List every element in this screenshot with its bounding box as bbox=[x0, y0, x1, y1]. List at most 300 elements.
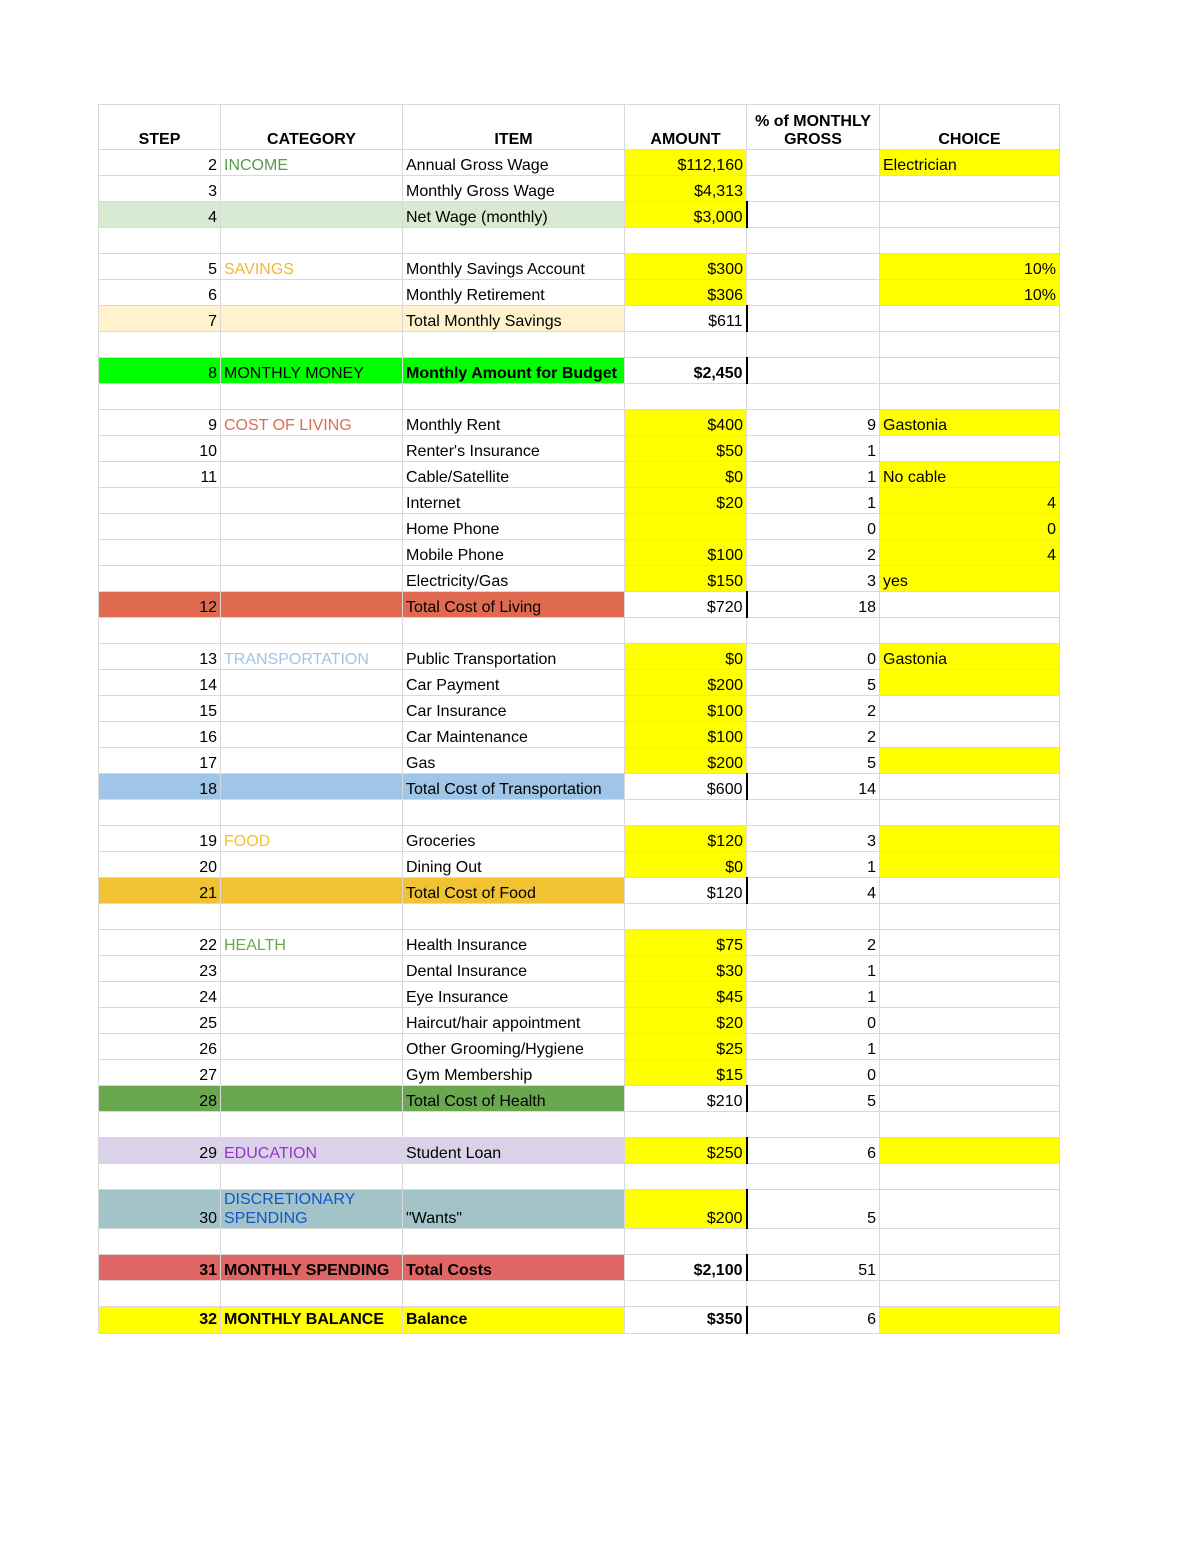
cell-category[interactable] bbox=[221, 774, 403, 800]
cell-item[interactable]: Mobile Phone bbox=[403, 540, 625, 566]
cell-amount[interactable]: $2,100 bbox=[625, 1255, 747, 1281]
cell-step[interactable]: 26 bbox=[99, 1034, 221, 1060]
cell-pct[interactable] bbox=[747, 904, 880, 930]
cell-category[interactable] bbox=[221, 956, 403, 982]
cell-amount[interactable]: $20 bbox=[625, 488, 747, 514]
cell-pct[interactable]: 5 bbox=[747, 670, 880, 696]
cell-item[interactable] bbox=[403, 332, 625, 358]
cell-amount[interactable]: $611 bbox=[625, 306, 747, 332]
cell-step[interactable]: 4 bbox=[99, 202, 221, 228]
cell-step[interactable]: 24 bbox=[99, 982, 221, 1008]
cell-amount[interactable]: $20 bbox=[625, 1008, 747, 1034]
cell-choice[interactable] bbox=[880, 332, 1060, 358]
cell-category[interactable] bbox=[221, 904, 403, 930]
cell-step[interactable] bbox=[99, 1281, 221, 1307]
cell-amount[interactable]: $720 bbox=[625, 592, 747, 618]
cell-pct[interactable]: 0 bbox=[747, 644, 880, 670]
cell-step[interactable]: 25 bbox=[99, 1008, 221, 1034]
cell-item[interactable]: Total Cost of Food bbox=[403, 878, 625, 904]
cell-step[interactable]: 20 bbox=[99, 852, 221, 878]
cell-item[interactable]: Monthly Savings Account bbox=[403, 254, 625, 280]
cell-choice[interactable] bbox=[880, 1190, 1060, 1229]
cell-choice[interactable] bbox=[880, 982, 1060, 1008]
cell-choice[interactable] bbox=[880, 852, 1060, 878]
cell-choice[interactable] bbox=[880, 1060, 1060, 1086]
cell-amount[interactable]: $25 bbox=[625, 1034, 747, 1060]
cell-amount[interactable] bbox=[625, 514, 747, 540]
cell-pct[interactable]: 6 bbox=[747, 1138, 880, 1164]
cell-category[interactable] bbox=[221, 1086, 403, 1112]
cell-pct[interactable] bbox=[747, 800, 880, 826]
cell-item[interactable] bbox=[403, 1112, 625, 1138]
cell-item[interactable]: Monthly Gross Wage bbox=[403, 176, 625, 202]
cell-step[interactable]: 31 bbox=[99, 1255, 221, 1281]
cell-step[interactable]: 22 bbox=[99, 930, 221, 956]
cell-step[interactable]: 28 bbox=[99, 1086, 221, 1112]
cell-pct[interactable]: 1 bbox=[747, 1034, 880, 1060]
cell-choice[interactable] bbox=[880, 228, 1060, 254]
cell-item[interactable]: Annual Gross Wage bbox=[403, 150, 625, 176]
cell-amount[interactable]: $2,450 bbox=[625, 358, 747, 384]
cell-step[interactable] bbox=[99, 1164, 221, 1190]
cell-choice[interactable]: Gastonia bbox=[880, 644, 1060, 670]
cell-amount[interactable]: $120 bbox=[625, 878, 747, 904]
cell-category[interactable]: FOOD bbox=[221, 826, 403, 852]
cell-amount[interactable]: $50 bbox=[625, 436, 747, 462]
header-item[interactable]: ITEM bbox=[403, 105, 625, 150]
cell-pct[interactable]: 5 bbox=[747, 748, 880, 774]
cell-pct[interactable]: 0 bbox=[747, 1008, 880, 1034]
cell-item[interactable] bbox=[403, 1164, 625, 1190]
cell-item[interactable]: Dental Insurance bbox=[403, 956, 625, 982]
table-row bbox=[99, 514, 1060, 540]
cell-amount[interactable]: $150 bbox=[625, 566, 747, 592]
cell-pct[interactable] bbox=[747, 254, 880, 280]
cell-choice[interactable] bbox=[880, 358, 1060, 384]
cell-item[interactable] bbox=[403, 1229, 625, 1255]
cell-step[interactable]: 29 bbox=[99, 1138, 221, 1164]
cell-choice[interactable] bbox=[880, 1307, 1060, 1334]
cell-item[interactable]: Eye Insurance bbox=[403, 982, 625, 1008]
cell-step[interactable] bbox=[99, 228, 221, 254]
cell-step[interactable] bbox=[99, 618, 221, 644]
cell-category[interactable]: SAVINGS bbox=[221, 254, 403, 280]
cell-choice[interactable]: Gastonia bbox=[880, 410, 1060, 436]
cell-choice[interactable] bbox=[880, 384, 1060, 410]
cell-choice[interactable] bbox=[880, 826, 1060, 852]
cell-item[interactable] bbox=[403, 904, 625, 930]
table-row bbox=[99, 956, 1060, 982]
cell-pct[interactable]: 4 bbox=[747, 878, 880, 904]
cell-step[interactable]: 5 bbox=[99, 254, 221, 280]
cell-step[interactable]: 13 bbox=[99, 644, 221, 670]
cell-choice[interactable] bbox=[880, 618, 1060, 644]
cell-pct[interactable]: 2 bbox=[747, 540, 880, 566]
cell-choice[interactable] bbox=[880, 1138, 1060, 1164]
cell-pct[interactable]: 5 bbox=[747, 1190, 880, 1229]
table-row bbox=[99, 722, 1060, 748]
cell-pct[interactable]: 51 bbox=[747, 1255, 880, 1281]
cell-category[interactable] bbox=[221, 462, 403, 488]
table-row bbox=[99, 826, 1060, 852]
cell-item[interactable]: Monthly Amount for Budget bbox=[403, 358, 625, 384]
cell-category[interactable] bbox=[221, 592, 403, 618]
cell-choice[interactable] bbox=[880, 930, 1060, 956]
cell-step[interactable] bbox=[99, 332, 221, 358]
table-row bbox=[99, 930, 1060, 956]
cell-choice[interactable] bbox=[880, 800, 1060, 826]
cell-choice[interactable] bbox=[880, 904, 1060, 930]
cell-category[interactable] bbox=[221, 1008, 403, 1034]
table-row bbox=[99, 1060, 1060, 1086]
cell-step[interactable] bbox=[99, 488, 221, 514]
cell-item[interactable]: Monthly Retirement bbox=[403, 280, 625, 306]
cell-choice[interactable]: 0 bbox=[880, 514, 1060, 540]
cell-amount[interactable]: $210 bbox=[625, 1086, 747, 1112]
cell-amount[interactable]: $120 bbox=[625, 826, 747, 852]
cell-pct[interactable] bbox=[747, 1229, 880, 1255]
cell-item[interactable]: Monthly Rent bbox=[403, 410, 625, 436]
cell-category[interactable] bbox=[221, 1034, 403, 1060]
cell-item[interactable]: Car Payment bbox=[403, 670, 625, 696]
table-row bbox=[99, 1008, 1060, 1034]
cell-item[interactable]: Electricity/Gas bbox=[403, 566, 625, 592]
cell-item[interactable]: Other Grooming/Hygiene bbox=[403, 1034, 625, 1060]
cell-step[interactable] bbox=[99, 566, 221, 592]
cell-choice[interactable] bbox=[880, 1229, 1060, 1255]
table-row bbox=[99, 1034, 1060, 1060]
cell-amount[interactable]: $15 bbox=[625, 1060, 747, 1086]
cell-step[interactable]: 11 bbox=[99, 462, 221, 488]
cell-pct[interactable] bbox=[747, 332, 880, 358]
cell-step[interactable]: 3 bbox=[99, 176, 221, 202]
cell-step[interactable]: 32 bbox=[99, 1307, 221, 1334]
cell-item[interactable] bbox=[403, 618, 625, 644]
cell-category[interactable] bbox=[221, 514, 403, 540]
table-row bbox=[99, 150, 1060, 176]
cell-step[interactable]: 8 bbox=[99, 358, 221, 384]
cell-amount[interactable] bbox=[625, 800, 747, 826]
cell-step[interactable]: 19 bbox=[99, 826, 221, 852]
cell-choice[interactable]: 4 bbox=[880, 488, 1060, 514]
cell-category[interactable] bbox=[221, 332, 403, 358]
header-amount[interactable]: AMOUNT bbox=[625, 105, 747, 150]
cell-category[interactable] bbox=[221, 436, 403, 462]
cell-choice[interactable] bbox=[880, 1112, 1060, 1138]
cell-amount[interactable]: $350 bbox=[625, 1307, 747, 1334]
cell-category[interactable]: MONTHLY SPENDING bbox=[221, 1255, 403, 1281]
cell-category[interactable] bbox=[221, 800, 403, 826]
cell-choice[interactable] bbox=[880, 1255, 1060, 1281]
cell-category[interactable]: HEALTH bbox=[221, 930, 403, 956]
cell-amount[interactable]: $0 bbox=[625, 852, 747, 878]
cell-step[interactable]: 10 bbox=[99, 436, 221, 462]
cell-category[interactable] bbox=[221, 384, 403, 410]
cell-step[interactable]: 17 bbox=[99, 748, 221, 774]
header-category[interactable]: CATEGORY bbox=[221, 105, 403, 150]
cell-amount[interactable]: $0 bbox=[625, 644, 747, 670]
cell-item[interactable]: Total Cost of Living bbox=[403, 592, 625, 618]
cell-amount[interactable]: $200 bbox=[625, 748, 747, 774]
cell-category[interactable]: MONTHLY BALANCE bbox=[221, 1307, 403, 1334]
cell-category[interactable] bbox=[221, 228, 403, 254]
cell-step[interactable]: 7 bbox=[99, 306, 221, 332]
header-pct[interactable]: % of MONTHLY GROSS bbox=[747, 105, 880, 150]
cell-pct[interactable] bbox=[747, 358, 880, 384]
cell-pct[interactable] bbox=[747, 384, 880, 410]
cell-pct[interactable]: 2 bbox=[747, 696, 880, 722]
cell-choice[interactable] bbox=[880, 306, 1060, 332]
cell-step[interactable]: 15 bbox=[99, 696, 221, 722]
cell-pct[interactable] bbox=[747, 228, 880, 254]
cell-item[interactable]: Car Insurance bbox=[403, 696, 625, 722]
cell-pct[interactable] bbox=[747, 1281, 880, 1307]
cell-amount[interactable]: $200 bbox=[625, 670, 747, 696]
cell-item[interactable]: Total Cost of Transportation bbox=[403, 774, 625, 800]
cell-amount[interactable]: $100 bbox=[625, 696, 747, 722]
cell-item[interactable]: Groceries bbox=[403, 826, 625, 852]
cell-choice[interactable] bbox=[880, 592, 1060, 618]
cell-category[interactable]: TRANSPORTATION bbox=[221, 644, 403, 670]
cell-item[interactable]: Total Cost of Health bbox=[403, 1086, 625, 1112]
cell-amount[interactable]: $45 bbox=[625, 982, 747, 1008]
cell-choice[interactable] bbox=[880, 956, 1060, 982]
cell-amount[interactable]: $250 bbox=[625, 1138, 747, 1164]
cell-pct[interactable]: 3 bbox=[747, 826, 880, 852]
cell-amount[interactable]: $30 bbox=[625, 956, 747, 982]
table-row bbox=[99, 436, 1060, 462]
cell-step[interactable]: 16 bbox=[99, 722, 221, 748]
cell-pct[interactable]: 1 bbox=[747, 982, 880, 1008]
cell-choice[interactable] bbox=[880, 748, 1060, 774]
table-row bbox=[99, 410, 1060, 436]
cell-step[interactable]: 27 bbox=[99, 1060, 221, 1086]
cell-item[interactable]: Gas bbox=[403, 748, 625, 774]
cell-amount[interactable]: $200 bbox=[625, 1190, 747, 1229]
cell-step[interactable]: 2 bbox=[99, 150, 221, 176]
cell-category[interactable] bbox=[221, 306, 403, 332]
cell-step[interactable]: 12 bbox=[99, 592, 221, 618]
cell-amount[interactable] bbox=[625, 1164, 747, 1190]
cell-amount[interactable] bbox=[625, 904, 747, 930]
cell-category[interactable] bbox=[221, 618, 403, 644]
cell-item[interactable]: Balance bbox=[403, 1307, 625, 1334]
cell-step[interactable]: 9 bbox=[99, 410, 221, 436]
cell-item[interactable] bbox=[403, 384, 625, 410]
spacer-row bbox=[99, 800, 1060, 826]
cell-category[interactable] bbox=[221, 1060, 403, 1086]
table-row bbox=[99, 254, 1060, 280]
header-step[interactable]: STEP bbox=[99, 105, 221, 150]
cell-choice[interactable]: yes bbox=[880, 566, 1060, 592]
cell-amount[interactable] bbox=[625, 618, 747, 644]
table-row bbox=[99, 176, 1060, 202]
cell-pct[interactable]: 1 bbox=[747, 436, 880, 462]
cell-pct[interactable]: 1 bbox=[747, 956, 880, 982]
cell-category[interactable] bbox=[221, 748, 403, 774]
cell-pct[interactable] bbox=[747, 280, 880, 306]
cell-amount[interactable]: $100 bbox=[625, 722, 747, 748]
cell-item[interactable]: Total Monthly Savings bbox=[403, 306, 625, 332]
cell-amount[interactable]: $100 bbox=[625, 540, 747, 566]
cell-category[interactable]: EDUCATION bbox=[221, 1138, 403, 1164]
cell-pct[interactable] bbox=[747, 1164, 880, 1190]
cell-item[interactable]: "Wants" bbox=[403, 1190, 625, 1229]
cell-step[interactable] bbox=[99, 1112, 221, 1138]
cell-item[interactable]: Health Insurance bbox=[403, 930, 625, 956]
cell-choice[interactable]: 4 bbox=[880, 540, 1060, 566]
cell-category[interactable] bbox=[221, 878, 403, 904]
cell-choice[interactable] bbox=[880, 696, 1060, 722]
cell-step[interactable] bbox=[99, 384, 221, 410]
cell-item[interactable]: Internet bbox=[403, 488, 625, 514]
cell-choice[interactable] bbox=[880, 176, 1060, 202]
cell-category[interactable] bbox=[221, 566, 403, 592]
cell-amount[interactable]: $4,313 bbox=[625, 176, 747, 202]
cell-amount[interactable] bbox=[625, 384, 747, 410]
spacer-row bbox=[99, 1229, 1060, 1255]
cell-pct[interactable] bbox=[747, 202, 880, 228]
table-row bbox=[99, 1190, 1060, 1229]
cell-pct[interactable] bbox=[747, 150, 880, 176]
cell-choice[interactable] bbox=[880, 670, 1060, 696]
cell-item[interactable]: Gym Membership bbox=[403, 1060, 625, 1086]
cell-amount[interactable]: $3,000 bbox=[625, 202, 747, 228]
cell-category[interactable] bbox=[221, 1281, 403, 1307]
cell-category[interactable] bbox=[221, 176, 403, 202]
cell-item[interactable]: Cable/Satellite bbox=[403, 462, 625, 488]
cell-choice[interactable]: Electrician bbox=[880, 150, 1060, 176]
cell-category[interactable] bbox=[221, 1112, 403, 1138]
cell-category[interactable] bbox=[221, 670, 403, 696]
cell-pct[interactable]: 0 bbox=[747, 514, 880, 540]
cell-pct[interactable]: 14 bbox=[747, 774, 880, 800]
cell-item[interactable] bbox=[403, 800, 625, 826]
cell-item[interactable]: Dining Out bbox=[403, 852, 625, 878]
cell-amount[interactable] bbox=[625, 228, 747, 254]
budget-spreadsheet bbox=[98, 104, 1060, 1334]
cell-choice[interactable] bbox=[880, 1008, 1060, 1034]
spacer-row bbox=[99, 1112, 1060, 1138]
cell-pct[interactable] bbox=[747, 618, 880, 644]
cell-item[interactable]: Renter's Insurance bbox=[403, 436, 625, 462]
cell-choice[interactable] bbox=[880, 722, 1060, 748]
cell-item[interactable]: Public Transportation bbox=[403, 644, 625, 670]
cell-category[interactable] bbox=[221, 202, 403, 228]
cell-category[interactable] bbox=[221, 722, 403, 748]
cell-amount[interactable]: $112,160 bbox=[625, 150, 747, 176]
cell-category[interactable] bbox=[221, 982, 403, 1008]
cell-item[interactable]: Home Phone bbox=[403, 514, 625, 540]
cell-amount[interactable] bbox=[625, 1281, 747, 1307]
cell-step[interactable]: 30 bbox=[99, 1190, 221, 1229]
cell-item[interactable] bbox=[403, 228, 625, 254]
table-row bbox=[99, 280, 1060, 306]
cell-category[interactable] bbox=[221, 540, 403, 566]
cell-amount[interactable] bbox=[625, 1112, 747, 1138]
cell-amount[interactable]: $306 bbox=[625, 280, 747, 306]
cell-item[interactable]: Car Maintenance bbox=[403, 722, 625, 748]
cell-choice[interactable] bbox=[880, 202, 1060, 228]
cell-pct[interactable]: 1 bbox=[747, 852, 880, 878]
cell-amount[interactable]: $600 bbox=[625, 774, 747, 800]
cell-pct[interactable]: 18 bbox=[747, 592, 880, 618]
cell-step[interactable] bbox=[99, 1229, 221, 1255]
cell-step[interactable] bbox=[99, 514, 221, 540]
cell-choice[interactable] bbox=[880, 1034, 1060, 1060]
cell-category[interactable]: DISCRETIONARY SPENDING bbox=[221, 1190, 403, 1229]
cell-amount[interactable] bbox=[625, 332, 747, 358]
cell-item[interactable] bbox=[403, 1281, 625, 1307]
table-row bbox=[99, 852, 1060, 878]
table-row bbox=[99, 566, 1060, 592]
cell-item[interactable]: Total Costs bbox=[403, 1255, 625, 1281]
cell-amount[interactable]: $0 bbox=[625, 462, 747, 488]
cell-step[interactable]: 14 bbox=[99, 670, 221, 696]
cell-choice[interactable] bbox=[880, 1164, 1060, 1190]
cell-pct[interactable]: 0 bbox=[747, 1060, 880, 1086]
cell-category[interactable] bbox=[221, 1164, 403, 1190]
cell-amount[interactable] bbox=[625, 1229, 747, 1255]
cell-pct[interactable]: 2 bbox=[747, 930, 880, 956]
cell-category[interactable]: MONTHLY MONEY bbox=[221, 358, 403, 384]
cell-choice[interactable] bbox=[880, 1281, 1060, 1307]
cell-item[interactable]: Net Wage (monthly) bbox=[403, 202, 625, 228]
cell-pct[interactable]: 9 bbox=[747, 410, 880, 436]
cell-pct[interactable]: 3 bbox=[747, 566, 880, 592]
cell-pct[interactable] bbox=[747, 176, 880, 202]
cell-choice[interactable]: 10% bbox=[880, 254, 1060, 280]
cell-category[interactable] bbox=[221, 696, 403, 722]
table-row bbox=[99, 488, 1060, 514]
cell-step[interactable] bbox=[99, 800, 221, 826]
cell-pct[interactable]: 6 bbox=[747, 1307, 880, 1334]
cell-category[interactable] bbox=[221, 280, 403, 306]
cell-pct[interactable]: 5 bbox=[747, 1086, 880, 1112]
cell-item[interactable]: Student Loan bbox=[403, 1138, 625, 1164]
cell-pct[interactable] bbox=[747, 1112, 880, 1138]
cell-step[interactable] bbox=[99, 904, 221, 930]
cell-category[interactable] bbox=[221, 1229, 403, 1255]
cell-choice[interactable] bbox=[880, 436, 1060, 462]
cell-step[interactable] bbox=[99, 540, 221, 566]
cell-step[interactable]: 6 bbox=[99, 280, 221, 306]
cell-pct[interactable]: 1 bbox=[747, 462, 880, 488]
table-row bbox=[99, 202, 1060, 228]
cell-item[interactable]: Haircut/hair appointment bbox=[403, 1008, 625, 1034]
cell-amount[interactable]: $400 bbox=[625, 410, 747, 436]
cell-choice[interactable]: 10% bbox=[880, 280, 1060, 306]
cell-step[interactable]: 23 bbox=[99, 956, 221, 982]
cell-category[interactable] bbox=[221, 852, 403, 878]
cell-pct[interactable]: 1 bbox=[747, 488, 880, 514]
cell-category[interactable]: COST OF LIVING bbox=[221, 410, 403, 436]
cell-amount[interactable]: $300 bbox=[625, 254, 747, 280]
cell-choice[interactable]: No cable bbox=[880, 462, 1060, 488]
cell-choice[interactable] bbox=[880, 774, 1060, 800]
table-row bbox=[99, 878, 1060, 904]
cell-choice[interactable] bbox=[880, 1086, 1060, 1112]
header-choice[interactable]: CHOICE bbox=[880, 105, 1060, 150]
cell-category[interactable]: INCOME bbox=[221, 150, 403, 176]
cell-step[interactable]: 18 bbox=[99, 774, 221, 800]
cell-pct[interactable] bbox=[747, 306, 880, 332]
cell-category[interactable] bbox=[221, 488, 403, 514]
cell-step[interactable]: 21 bbox=[99, 878, 221, 904]
cell-choice[interactable] bbox=[880, 878, 1060, 904]
cell-amount[interactable]: $75 bbox=[625, 930, 747, 956]
cell-pct[interactable]: 2 bbox=[747, 722, 880, 748]
